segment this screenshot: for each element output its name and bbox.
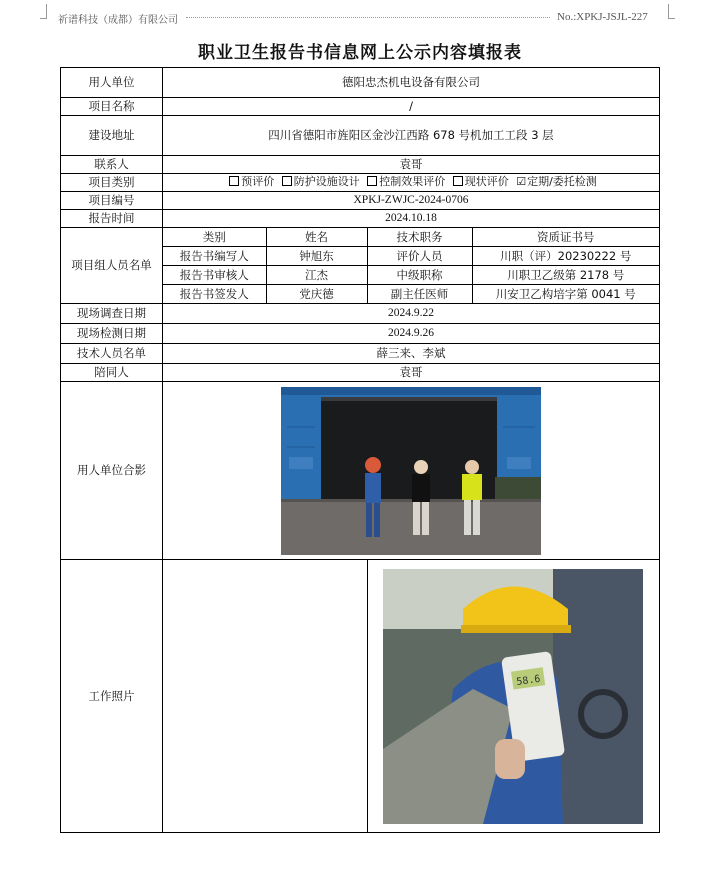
escort-value[interactable]: 袁哥 [163, 364, 660, 382]
team-header: 资质证书号 [472, 228, 659, 247]
row-survey-date [61, 304, 660, 324]
work-photo-label: 工作照片 [61, 560, 163, 833]
project-type-label: 项目类别 [61, 174, 163, 192]
test-date-label: 现场检测日期 [61, 324, 163, 344]
row-address [61, 116, 660, 156]
project-type-options [163, 174, 660, 192]
team-role: 报告书编写人 [163, 247, 266, 266]
header-company: 祈谱科技（成都）有限公司 [58, 15, 178, 26]
row-project-no [61, 192, 660, 210]
margin-corner-right [668, 4, 675, 19]
row-work-photo [61, 560, 660, 833]
option-control-effect[interactable]: 控制效果评价 [363, 175, 445, 188]
row-employer [61, 68, 660, 98]
team-cert[interactable]: 川职（评）20230222 号 [472, 247, 659, 266]
team-label: 项目组人员名单 [61, 228, 163, 304]
team-cert[interactable]: 川安卫乙构培字第 0041 号 [472, 285, 659, 304]
checkbox-checked-icon: ☑ [516, 175, 527, 189]
team-role: 报告书签发人 [163, 285, 266, 304]
tech-staff-value[interactable]: 薛三来、李斌 [163, 344, 660, 364]
row-report-date [61, 210, 660, 228]
team-cell [163, 228, 660, 304]
group-photo-label: 用人单位合影 [61, 382, 163, 560]
report-date-value[interactable]: 2024.10.18 [163, 210, 660, 228]
survey-date-value[interactable]: 2024.9.22 [163, 304, 660, 324]
row-contact [61, 156, 660, 174]
checkbox-empty-icon [282, 176, 292, 186]
team-role: 报告书审核人 [163, 266, 266, 285]
team-name[interactable]: 钟旭东 [266, 247, 367, 266]
row-escort [61, 364, 660, 382]
test-date-value[interactable]: 2024.9.26 [163, 324, 660, 344]
address-label: 建设地址 [61, 116, 163, 156]
employer-value[interactable]: 德阳忠杰机电设备有限公司 [163, 68, 660, 98]
contact-value[interactable]: 袁哥 [163, 156, 660, 174]
row-tech-staff [61, 344, 660, 364]
project-name-value[interactable]: / [163, 98, 660, 116]
work-photo-row [163, 560, 659, 832]
work-photo-image [383, 569, 643, 824]
margin-corner-left [40, 4, 47, 19]
work-photo-cell [163, 560, 660, 833]
project-name-label: 项目名称 [61, 98, 163, 116]
team-name[interactable]: 党庆德 [266, 285, 367, 304]
row-team [61, 228, 660, 304]
row-test-date [61, 324, 660, 344]
header-doc-no: No.:XPKJ-JSJL-227 [557, 11, 648, 23]
team-title[interactable]: 评价人员 [367, 247, 472, 266]
tech-staff-label: 技术人员名单 [61, 344, 163, 364]
team-row [163, 285, 659, 304]
team-header-row [163, 228, 659, 247]
group-photo-image [281, 387, 541, 555]
work-photo[interactable] [383, 569, 643, 824]
team-header: 姓名 [266, 228, 367, 247]
page-title: 职业卫生报告书信息网上公示内容填报表 [198, 43, 522, 63]
project-no-label: 项目编号 [61, 192, 163, 210]
work-photo-split [163, 560, 659, 832]
team-cert[interactable]: 川职卫乙级第 2178 号 [472, 266, 659, 285]
team-title[interactable]: 中级职称 [367, 266, 472, 285]
team-header: 技术职务 [367, 228, 472, 247]
option-periodic-testing[interactable]: ☑定期/委托检测 [516, 175, 597, 189]
work-photo-image-cell [367, 560, 659, 832]
team-title[interactable]: 副主任医师 [367, 285, 472, 304]
checkbox-empty-icon [229, 176, 239, 186]
option-status-evaluation[interactable]: 现状评价 [449, 175, 509, 188]
team-header: 类别 [202, 229, 226, 244]
contact-label: 联系人 [61, 156, 163, 174]
work-photo-empty-cell [163, 560, 367, 832]
project-no-value[interactable]: XPKJ-ZWJC-2024-0706 [163, 192, 660, 210]
team-table [163, 228, 659, 303]
header-dotted-line [186, 17, 550, 18]
escort-label: 陪同人 [61, 364, 163, 382]
survey-date-label: 现场调查日期 [61, 304, 163, 324]
checkbox-empty-icon [453, 176, 463, 186]
option-protection-design[interactable]: 防护设施设计 [278, 175, 360, 188]
disclosure-form-table [60, 67, 660, 833]
team-row [163, 247, 659, 266]
team-name[interactable]: 江杰 [266, 266, 367, 285]
address-value[interactable]: 四川省德阳市旌阳区金沙江西路 678 号机加工工段 3 层 [163, 116, 660, 156]
group-photo-cell [163, 382, 660, 560]
row-project-name [61, 98, 660, 116]
team-row [163, 266, 659, 285]
employer-label: 用人单位 [61, 68, 163, 98]
row-project-type [61, 174, 660, 192]
option-pre-evaluation[interactable]: 预评价 [225, 175, 274, 188]
report-date-label: 报告时间 [61, 210, 163, 228]
row-group-photo [61, 382, 660, 560]
group-photo[interactable] [281, 387, 541, 555]
meter-reading: 58.6 [516, 673, 542, 688]
checkbox-empty-icon [367, 176, 377, 186]
